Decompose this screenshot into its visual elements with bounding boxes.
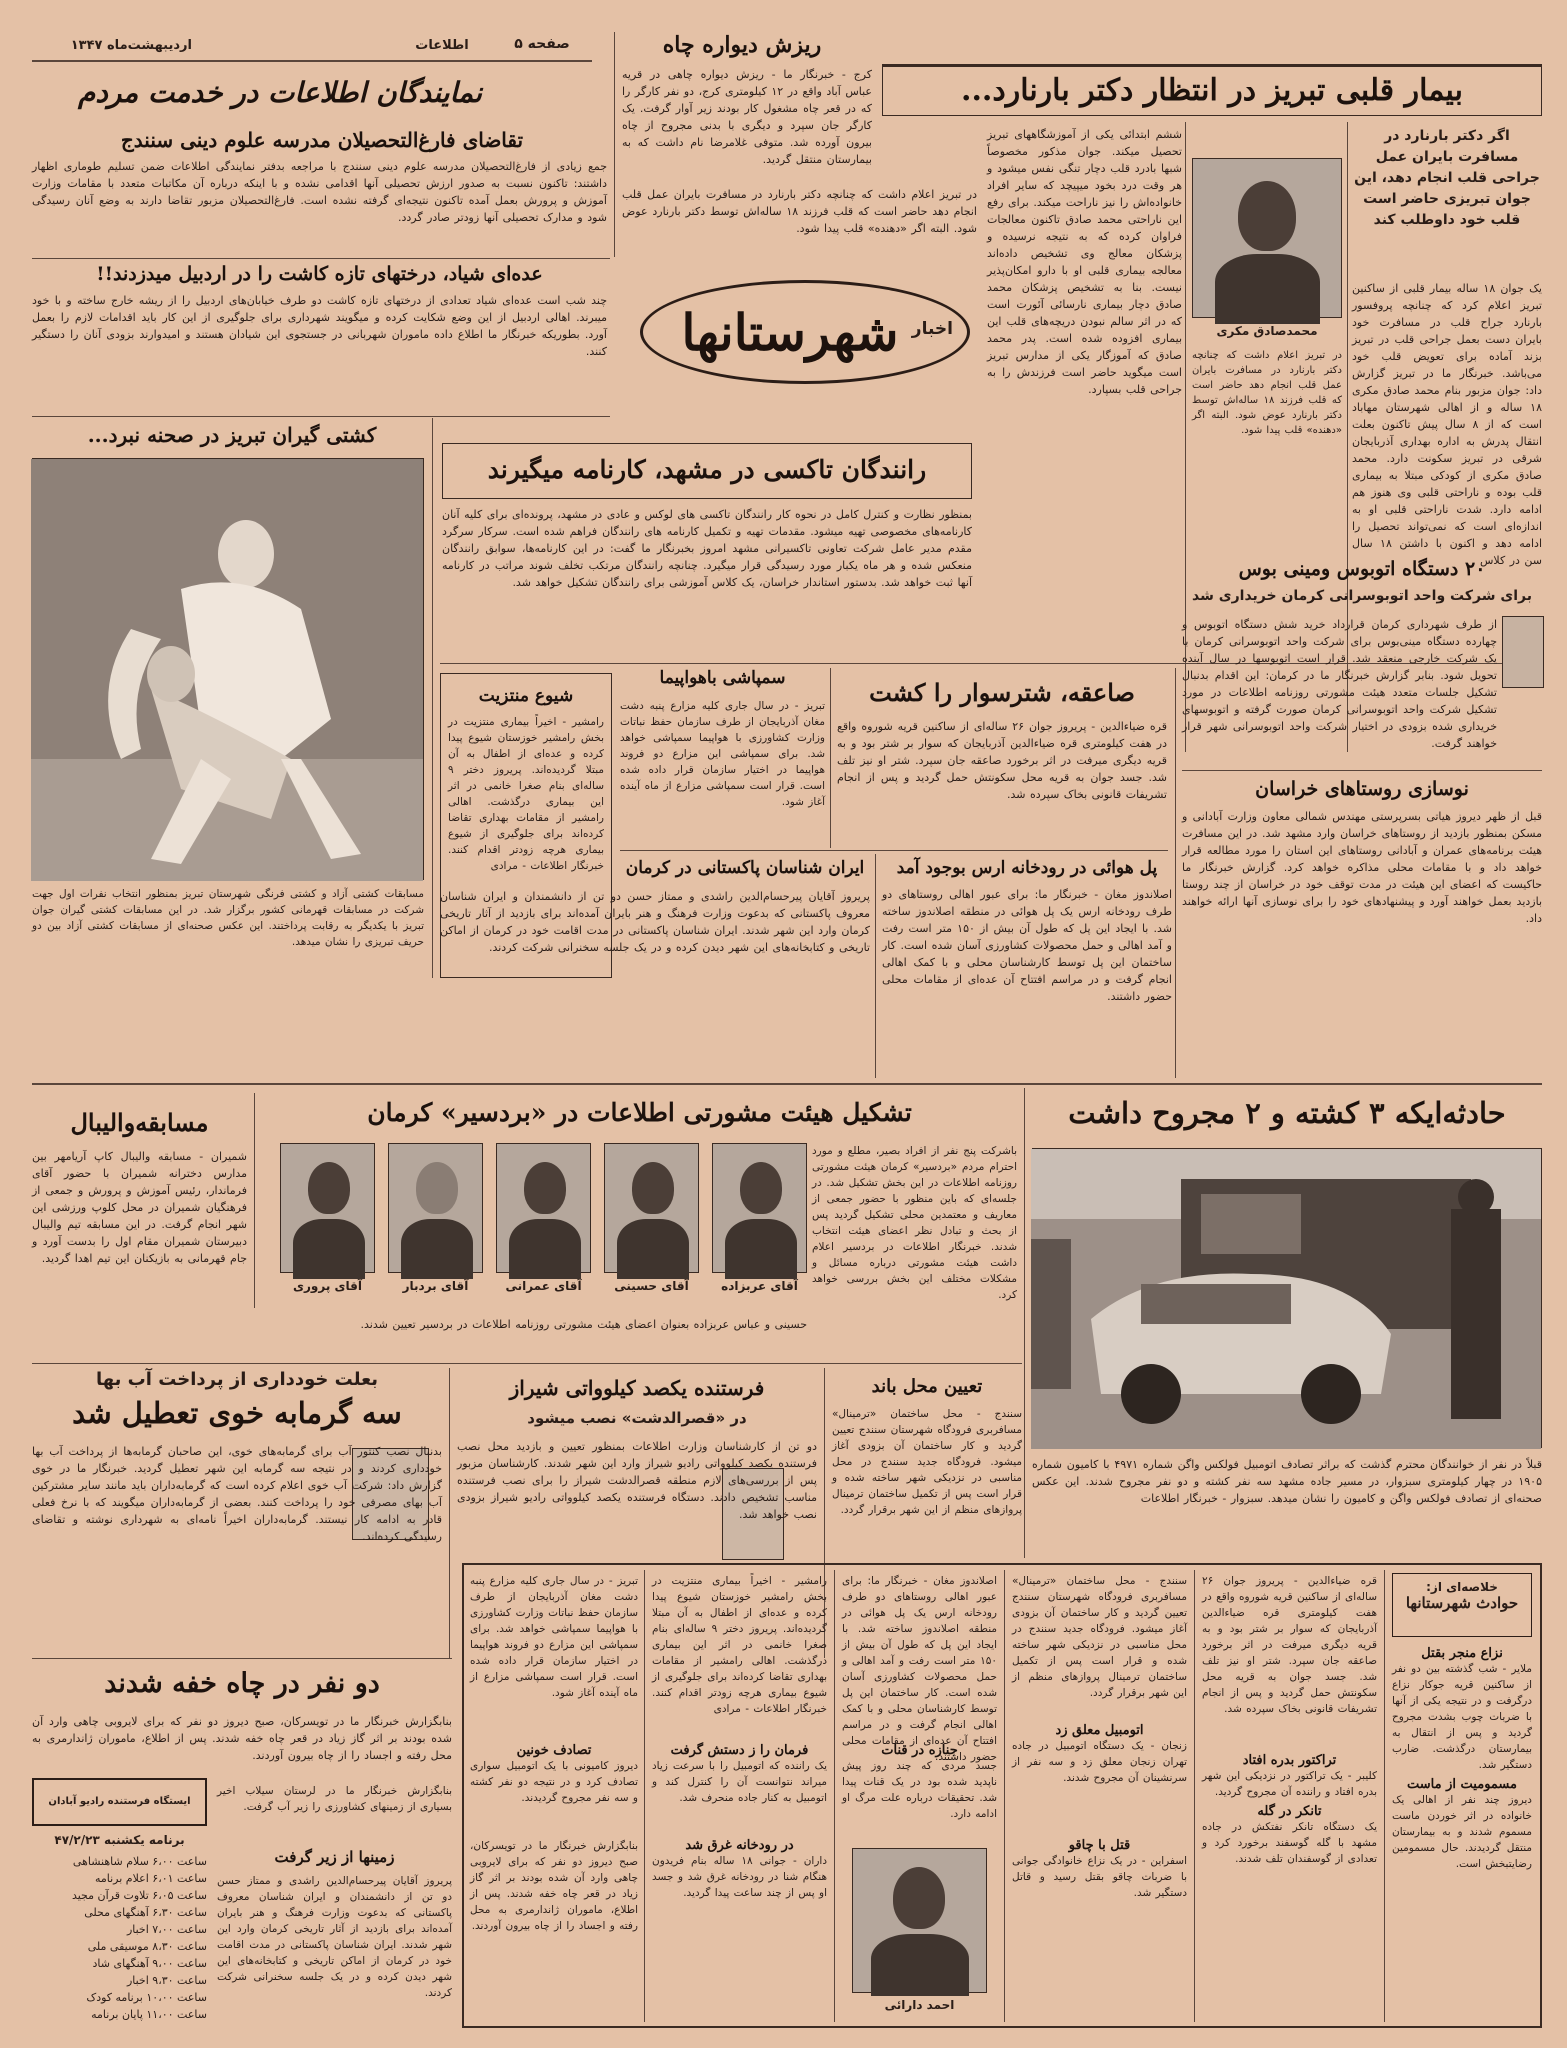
radio-program-list xyxy=(32,1853,207,2023)
summary-item-title: تانکر در گله xyxy=(1257,1804,1322,1819)
tabriz-heart-subhead: اگر دکتر بارنارد در مسافرت بایران عمل جراحی قلب انجام دهد، این جوان تبریزی حاضر است قلب خود داوطلب کند xyxy=(1354,128,1540,228)
radio-program-item: ساعت ۱۱،۰۰ پایان برنامه xyxy=(91,2008,207,2021)
radio-program-item: ساعت ۶،۰۰ سلام شاهنشاهی xyxy=(72,1855,207,1868)
well-collapse-headline: ریزش دیواره چاه xyxy=(662,32,822,58)
provinces-logo-small: اخبار xyxy=(911,319,953,339)
summary-item-body: بنابگزارش خبرنگار ما در تویسرکان، صبح دیروز دو نفر که برای لایروبی چاهی وارد آن شده بودند بر اثر گاز زیاد در قعر چاه خفه شدند. پس از اطلاع، ماموران ژاندارمری به محل رفته و اجساد را از چاه بیرون آوردند. xyxy=(470,1840,638,1932)
accident-body: قبلاً در نفر از خوانندگان محترم گذشت که براثر تصادف اتومبیل فولکس واگن شماره ۴۹۷۱ با کامیون شماره ۱۹۰۵ در چهار کیلومتری سبزوار، در مسیر جاده مشهد سه نفر کشته و دو نفر مجروح شدند. این عکس صحنه‌ای از تصادف فولکس واگن و کامیون را نشان میدهد. سبزوار - خبرنگار اطلاعات xyxy=(1032,1458,1543,1505)
volleyball-body: شمیران - مسابقه والیبال کاپ آریامهر بین مدارس دخترانه شمیران با حضور آقای فرماندار، رئیس آموزش و پرورش و جمعی از فرهنگیان شمیران در محل کلوپ ورزشی این شهر انجام گرفت. در این مسابقه تیم والیبال دبیرستان شمیران مقام اول را بدست آورد و جام قهرمانی به بازیکنان این تیم اهدا گردید. xyxy=(32,1150,247,1265)
ardabil-headline: عده‌ای شیاد، درختهای تازه کاشت را در اردبیل میدزدند!! xyxy=(96,263,543,285)
summary-title-big: حوادث شهرستانها xyxy=(1405,1594,1519,1612)
tabriz-patient-caption: محمدصادق مکری xyxy=(1216,324,1318,338)
buses-headline: ۲۰ دستگاه اتوبوس ومینی بوس xyxy=(1238,558,1486,580)
radio-program-item: ساعت ۷،۰۰ اخبار xyxy=(126,1923,207,1936)
summary-item-title: تصادف خونین xyxy=(516,1743,592,1758)
mashhad-taxi-headline: رانندگان تاکسی در مشهد، کارنامه میگیرند xyxy=(487,455,927,484)
summary-item-body: سنندج - محل ساختمان «ترمینال» مسافربری فرودگاه شهرستان سنندج تعیین گردید و کار ساختمان آن بزودی آغاز میشود. فرودگاه جدید سنندج در محل مناسبی در نزدیکی شهر ساخته شده و قرار است پس از تکمیل ساختمان ترمینال پروازهای منظم از این شهر برقرار گردد. xyxy=(1012,1575,1187,1699)
pesticide-body: تبریز - در سال جاری کلیه مزارع پنبه دشت مغان آذربایجان از طرف سازمان حفظ نباتات وزارت کشاورزی با هواپیما سمپاشی خواهد شد. برای سمپاشی این مزارع دو فروند هواپیما در اختیار سازمان قرار داده شده است. قرار است سمپاشی مزارع از ماه آینده آغاز شود. xyxy=(620,700,825,808)
provinces-news-logo xyxy=(640,280,970,384)
summary-col-3 xyxy=(1012,1573,1187,2023)
summary-item-title: تراکتور بدره افتاد xyxy=(1242,1753,1337,1768)
summary-item-body: رامشیر - اخیراً بیماری منتزیت در بخش رامشیر خوزستان شیوع پیدا کرده و عده‌ای از اطفال به آن مبتلا گردیده‌اند. پریروز دختر ۹ ساله‌ای بنام صغرا خانمی در اثر این بیماری درگذشت. اهالی رامشیر از مقامات بهداری تقاضا کرده‌اند برای جلوگیری از شیوع بیماری هرچه زودتر اقدام کنند. خبرنگار اطلاعات - مرادی xyxy=(652,1575,827,1715)
tabriz-heart-col2: ششم ابتدائی یکی از آموزشگاههای تبریز تحصیل میکند. جوان مذکور مخصوصاً شبها بادرد قلب دچار تنگی نفس میشود و هر وقت درد بخود میپیچد که سایر افراد خانواده‌اش را نیز ناراحت میکند. برای رفع این ناراحتی محمد صادق تاکنون معالجات فراوان کرده که به نتیجه نرسیده و پزشکان معالج وی تشخیص داده‌اند معالجه بیماری قلبی او با دارو امکان‌پذیر نیست. بنا به تشخیص پزشکان محمد صادق دچار بیماری نارسائی آئورت است که در اثر سالم نبودن دریچه‌های قلب این بیماری افزوده شده است. پدر محمد صادق که آموزگار یکی از مدارس تبریز است میگوید حاضر است فرزندش را به جراحی قلب بسپارد. xyxy=(987,128,1182,396)
drowned-youth-photo xyxy=(852,1848,987,1993)
summary-item-body: کلیبر - یک تراکتور در نزدیکی این شهر بدره افتاد و راننده آن مجروح گردید. xyxy=(1202,1770,1377,1798)
radio-program-item: ساعت ۸،۳۰ موسیقی ملی xyxy=(87,1940,207,1953)
wrestling-caption: مسابقات کشتی آزاد و کشتی فرنگی شهرستان تبریز بمنظور انتخاب نفرات اول جهت شرکت در مسابقات قهرمانی کشور برگزار شد. در این مسابقات کشتی گیران جوان تبریز با یکدیگر به رقابت پرداختند. این عکس صحنه‌ای از مسابقات کشتی آزاد بین دو حریف تبریزی را نشان میدهد. xyxy=(32,888,424,948)
kerman-council-body2: حسینی و عباس عربزاده بعنوان اعضای هیئت مشورتی روزنامه اطلاعات در بردسیر تعیین شدند. xyxy=(360,1318,807,1331)
well-two-body: بنابگزارش خبرنگار ما در تویسرکان، صبح دیروز دو نفر که برای لایروبی چاهی وارد آن شده بودند بر اثر گاز زیاد در قعر چاه خفه شدند. پس از اطلاع، ماموران ژاندارمری به محل رفته و اجساد را از چاه بیرون آوردند. xyxy=(32,1715,452,1762)
ardabil-body: چند شب است عده‌ای شیاد تعدادی از درختهای تازه کاشت دو طرف خیابان‌های اردبیل را از ریشه خارج ساخته و با خود میبرند. اهالی اردبیل از این وضع شکایت کرده و میگویند شهرداری برای جلوگیری از این کار باید اقدامات لازم را بعمل آورد. بطوریکه خبرنگار ما اطلاع داده ماموران شهربانی در جستجوی این شیادان هستند و امیدوارند بزودی آنان را دستگیر کنند. xyxy=(32,294,607,358)
portrait-2 xyxy=(604,1143,699,1273)
member-caption-3: آقای عمرانی xyxy=(505,1279,582,1293)
summary-item-title: جنازه در قنات xyxy=(881,1743,958,1758)
portrait-4 xyxy=(388,1143,483,1273)
section-title: نمایندگان اطلاعات در خدمت مردم xyxy=(78,76,482,109)
iranologists-body: پریروز آقایان پیرحسام‌الدین راشدی و ممتاز حسن دو تن از دانشمندان و ایران شناسان معروف پاکستانی که بدعوت وزارت فرهنگ و هنر بایران آمده‌اند برای بازدید از آثار تاریخی کرمان وارد این شهر شدند. ایران شناسان پاکستانی در مدت اقامت خود در کرمان از اماکن تاریخی و کتابخانه‌های این شهر دیدن کرده و در یک جلسه سخنرانی شرکت کردند. xyxy=(440,890,870,954)
radio-program-title: برنامه یکشنبه ۴۷/۲/۲۳ xyxy=(54,1833,185,1847)
meningitis-body: رامشیر - اخیراً بیماری منتزیت در بخش رامشیر خوزستان شیوع پیدا کرده و عده‌ای از اطفال به آن مبتلا گردیده‌اند. پریروز دختر ۹ ساله‌ای بنام صغرا خانمی در اثر این بیماری درگذشت. اهالی رامشیر از مقامات بهداری تقاضا کرده‌اند برای جلوگیری از شیوع بیماری هرچه زودتر اقدام کنند. خبرنگار اطلاعات - مرادی xyxy=(448,716,604,872)
member-caption-5: آقای پروری xyxy=(293,1279,362,1293)
radio-logo xyxy=(32,1778,207,1826)
wrestling-headline: کشتی گیران تبریز در صحنه نبرد... xyxy=(87,423,377,447)
summary-item-body: تبریز - در سال جاری کلیه مزارع پنبه دشت مغان آذربایجان از طرف سازمان حفظ نباتات وزارت کشاورزی با هواپیما سمپاشی خواهد شد. برای سمپاشی این مزارع دو فروند هواپیما در اختیار سازمان قرار داده شده است. قرار است سمپاشی مزارع از ماه آینده آغاز شود. xyxy=(470,1575,638,1699)
radio-program-item: ساعت ۶،۰۱ اعلام برنامه xyxy=(94,1872,207,1885)
summary-item-title: در رودخانه غرق شد xyxy=(685,1838,794,1853)
mashhad-taxi-body: بمنظور نظارت و کنترل کامل در نحوه کار رانندگان تاکسی های لوکس و عادی در مشهد، پرونده‌ای برای کلیه آنان کارنامه‌های مخصوصی تهیه میشود. مقدمات تهیه و تکمیل کارنامه های رانندگان فراهم شده است. سرکار سرگرد مقدم مدیر عامل شرکت تعاونی تاکسیرانی مشهد امروز بخبرنگار ما گفت: در این کارنامه‌ها، سوابق رانندگان منعکس شده و هر ماه یکبار مورد رسیدگی قرار میگیرد. چنانچه رانندگان مرتکب تخلف شوند مراتب در کارنامه آنها ثبت خواهد شد. بدستور استاندار خراسان، یک کلاس آموزشی برای رانندگان تشکیل خواهد شد. xyxy=(442,508,972,589)
summary-item-body: قره ضیاءالدین - پریروز جوان ۲۶ ساله‌ای از ساکنین قریه شوروه واقع در هفت کیلومتری قره ضیاءالدین آذربایجان که سوار بر شتر بود و به قریه دیگری میرفت در اثر برخورد صاعقه جان سپرد. شتر او نیز تلف شد. جسد جوان به قریه محل سکونتش حمل گردید و پس از انجام تشریفات قانونی بخاک سپرده شد. xyxy=(1202,1575,1377,1715)
newspaper-page xyxy=(22,18,1544,2030)
well-collapse-body: کرج - خبرنگار ما - ریزش دیواره چاهی در قریه عباس آباد واقع در ۱۲ کیلومتری کرج، دو نفر کارگر را که در قعر چاه مشغول کار بودند زیر آوار گرفت. یک کارگر جان سپرد و دیگری با بدنی مجروح از چاه بیرون آورده شد. متوفی غلامرضا نام داشت که به بیمارستان منتقل گردید. xyxy=(622,68,872,166)
bathhouse-body: بدنبال نصب کنتور آب برای گرمابه‌های خوی، این صاحبان گرمابه‌ها از پرداخت آب بها خودداری کردند و در نتیجه سه گرمابه این شهر تعطیل گردید. خبرنگار ما در خوی گزارش داد: شرکت آب خوی اعلام کرده است که گرمابه‌داران باید مانند سایر مشترکین آب بهای مصرفی خود را پرداخت کنند. بعضی از گرمابه‌داران میگویند که با نرخ فعلی قادر به ادامه کار نیستند. گرمابه‌داران اخیراً نامه‌ای به شهرداری نوشته و تقاضای رسیدگی کرده‌اند. xyxy=(32,1445,442,1543)
summary-item-title: قتل با چاقو xyxy=(1068,1838,1131,1853)
shiraz-headline: فرستنده یکصد کیلوواتی شیراز xyxy=(509,1376,765,1400)
accident-photo xyxy=(1032,1148,1542,1448)
page-date: اردیبهشت‌ماه ۱۳۴۷ xyxy=(70,38,192,53)
member-caption-1: آقای عربزاده xyxy=(721,1279,798,1293)
khorasan-body: قبل از ظهر دیروز هیاتی بسرپرستی مهندس شمالی معاون وزارت آبادانی و مسکن بمنظور بازدید از روستاهای خراسان وارد مشهد شد. در این مسافرت هیئت برنامه‌های عمران و آبادانی روستاهای این استان را مورد مطالعه قرار خواهد داد و با مقامات محلی مذاکره خواهد کرد. گزارش خبرنگار ما حاکیست که اعضای این هیئت در مدت توقف خود در خراسان از چند روستا بازدید بعمل خواهند آورد و پیشنهادهای خود را برای نوسازی آنها ارائه خواهند داد. xyxy=(1182,810,1542,925)
summary-item-body: داران - جوانی ۱۸ ساله بنام فریدون هنگام شنا در رودخانه غرق شد و جسد او پس از چند ساعت پیدا گردید. xyxy=(652,1855,827,1899)
summary-col-6 xyxy=(470,1573,638,2023)
provinces-logo-big: شهرستانها xyxy=(681,303,899,362)
portrait-3 xyxy=(496,1143,591,1273)
bridge-headline: پل هوائی در رودخانه ارس بوجود آمد xyxy=(896,858,1158,878)
bridge-body: اصلاندوز مغان - خبرنگار ما: برای عبور اهالی روستاهای دو طرف رودخانه ارس یک پل هوائی در منطقه اصلاندوز ساخته شد. با ایجاد این پل که طول آن بیش از ۱۵۰ متر است رفت و آمد اهالی و حمل محصولات کشاورزی آسان شده است. کار ساختمان این پل توسط کارشناسان محلی و با کمک اهالی انجام گرفت و در مراسم افتتاح آن عده‌ای از مقامات محلی حضور داشتند. xyxy=(882,888,1172,1003)
radio-program-item: ساعت ۶،۳۰ آهنگهای محلی xyxy=(84,1906,207,1919)
mashhad-taxi-headline-box xyxy=(442,443,972,499)
buses-illustration xyxy=(1502,616,1544,688)
location-body: سنندج - محل ساختمان «ترمینال» مسافربری فرودگاه شهرستان سنندج تعیین گردید و کار ساختمان آن بزودی آغاز میشود. فرودگاه جدید سنندج در محل مناسبی در نزدیکی شهر ساخته شده و قرار است پس از تکمیل ساختمان ترمینال پروازهای منظم از این شهر برقرار گردد. xyxy=(832,1408,1022,1516)
member-caption-4: آقای بردبار xyxy=(402,1279,469,1293)
summary-item-body: یک دستگاه تانکر نفتکش در جاده مشهد با گله گوسفند برخورد کرد و تعدادی از گوسفندان تلف شدند. xyxy=(1202,1821,1377,1865)
summary-col-5 xyxy=(652,1573,827,2023)
radio-program-item: ساعت ۱۰،۰۰ برنامه کودک xyxy=(86,1991,207,2004)
accident-illustration xyxy=(1031,1149,1541,1449)
summary-title-box xyxy=(1392,1573,1532,1637)
radio-side-text-2: پریروز آقایان پیرحسام‌الدین راشدی و ممتاز حسن دو تن از دانشمندان و ایران شناسان معروف پاکستانی که بدعوت وزارت فرهنگ و هنر بایران آمده‌اند برای بازدید از آثار تاریخی کرمان وارد این شهر شدند. ایران شناسان پاکستانی در مدت اقامت خود در کرمان از اماکن تاریخی و کتابخانه‌های این شهر دیدن کرده و در یک جلسه سخنرانی شرکت کردند. xyxy=(217,1875,452,1999)
portrait-1 xyxy=(712,1143,807,1273)
pesticide-headline: سمپاشی باهواپیما xyxy=(659,668,786,688)
radio-program-item: ساعت ۹،۳۰ اخبار xyxy=(126,1974,207,1987)
meningitis-headline: شیوع منتزیت xyxy=(478,686,574,706)
summary-item-body: یک راننده که اتومبیل را با سرعت زیاد میراند نتوانست آن را کنترل کند و اتومبیل به کنار جاده منحرف شد. xyxy=(652,1760,827,1804)
tabriz-heart-headline-box xyxy=(882,64,1542,116)
summary-item-body: جسد مردی که چند روز پیش ناپدید شده بود در یک قنات پیدا شد. تحقیقات درباره علت مرگ او ادامه دارد. xyxy=(842,1760,997,1820)
wrestlers-illustration xyxy=(31,459,423,881)
summary-item-body: دیروز کامیونی با یک اتومبیل سواری تصادف کرد و در نتیجه دو نفر کشته و سه نفر مجروح گردیدند. xyxy=(470,1760,638,1804)
bathhouse-pre-headline: بعلت خودداری از پرداخت آب بها xyxy=(96,1369,378,1390)
member-caption-2: آقای حسینی xyxy=(614,1279,689,1293)
radio-side-headline: زمینها از زیر گرفت xyxy=(274,1848,395,1866)
kerman-council-headline: تشکیل هیئت مشورتی اطلاعات در «بردسیر» کرمان xyxy=(367,1098,912,1127)
location-headline: تعیین محل باند xyxy=(871,1376,983,1397)
page-number: صفحه ۵ xyxy=(514,36,570,52)
accident-headline: حادثه‌ایکه ۳ کشته و ۲ مجروح داشت xyxy=(1068,1096,1506,1130)
seminary-headline: تقاضای فارغ‌التحصیلان مدرسه علوم دینی سنندج xyxy=(120,128,524,152)
camel-rider-body: قره ضیاءالدین - پریروز جوان ۲۶ ساله‌ای از ساکنین قریه شوروه واقع در هفت کیلومتری قره ضیاءالدین آذربایجان که سوار بر شتر بود و به قریه دیگری میرفت در اثر برخورد صاعقه جان سپرد. شتر او نیز تلف شد. جسد جوان به قریه محل سکونتش حمل گردید و پس از انجام تشریفات قانونی بخاک سپرده شد. xyxy=(837,720,1167,801)
summary-item-title: فرمان را ز دستش گرفت xyxy=(670,1743,809,1758)
volleyball-headline: مسابقه‌والیبال xyxy=(70,1108,209,1137)
tabriz-patient-photo xyxy=(1192,158,1342,318)
summary-item-body: دیروز چند نفر از اهالی یک خانواده در اثر خوردن ماست مسموم شدند و به بیمارستان منتقل گردیدند. حال مسمومین رضایتبخش است. xyxy=(1392,1794,1532,1870)
shiraz-subhead: در «قصرالدشت» نصب میشود xyxy=(527,1409,747,1427)
bathhouse-headline: سه گرمابه خوی تعطیل شد xyxy=(72,1396,402,1430)
tabriz-heart-headline: بیمار قلبی تبریز در انتظار دکتر بارنارد... xyxy=(961,73,1463,108)
radio-program-item: ساعت ۹،۰۰ آهنگهای شاد xyxy=(92,1957,207,1970)
summary-item-title: اتومبیل معلق زد xyxy=(1055,1723,1144,1738)
wrestling-photo xyxy=(32,458,424,880)
portrait-5 xyxy=(280,1143,375,1273)
buses-subhead: برای شرکت واحد اتوبوسرانی کرمان خریداری شد xyxy=(1192,588,1532,604)
drowned-youth-caption: احمد دارائی xyxy=(884,1998,955,2012)
summary-col-1 xyxy=(1392,1646,1532,2022)
shiraz-body: دو تن از کارشناسان وزارت اطلاعات بمنظور تعیین و بازدید محل نصب فرستنده یکصد کیلوواتی رادیو شیراز وارد این شهر شدند. کارشناسان مزبور پس از بررسی‌های لازم منطقه قصرالدشت شیراز را برای نصب فرستنده مناسب تشخیص دادند. دستگاه فرستنده یکصد کیلوواتی رادیو شیراز بزودی نصب خواهد شد. xyxy=(457,1440,817,1521)
tabriz-heart-col1: یک جوان ۱۸ ساله بیمار قلبی از ساکنین تبریز اعلام کرد که چنانچه پروفسور بارنارد جراح قلب در مسافرت خود بایران دست بعمل جراحی قلب در تبریز بزند آماده برای تعویض قلب خود می‌باشد. خبرنگار ما در تبریز گزارش داد: جوان مزبور بنام محمد صادق مکری ۱۸ ساله و از اهالی شهرستان مهاباد است که از ۸ سال پیش تاکنون بعلت انتقال پدرش به اداره بهداری آذربایجان شرقی در تبریز سکونت دارد. محمد صادق مکری از کودکی مبتلا به بیماری قلب بوده و ناراحتی قلبی وی هنوز هم ادامه دارد. شدت ناراحتی قلبی او به اندازه‌ای است که نمی‌تواند تحصیل را ادامه دهد و اکنون با داشتن ۱۸ سال سن در کلاس xyxy=(1352,282,1542,567)
summary-item-body: ملایر - شب گذشته بین دو نفر از ساکنین قریه جوکار نزاع درگرفت و در نتیجه یکی از آنها با ضربات چوب بشدت مجروح گردید و پس از انتقال به بیمارستان درگذشت. ضارب دستگیر شد. xyxy=(1392,1663,1532,1771)
radio-program-item: ساعت ۶،۰۵ تلاوت قرآن مجید xyxy=(71,1889,207,1902)
buses-body: از طرف شهرداری کرمان قرارداد خرید شش دستگاه اتوبوس و چهارده دستگاه مینی‌بوس برای شرکت واحد اتوبوسرانی کرمان با یک شرکت خارجی منعقد شد. قرار است اتوبوسها در سال آینده تحویل شود. بنابر گزارش خبرنگار ما در کرمان: این اقدام بدنبال تشکیل جلسات متعدد هیئت مشورتی روزنامه اطلاعات در مورد تشکیل شرکت واحد اتوبوسرانی کرمان صورت گرفته و اتوبوسهای خریداری شده بزودی در اختیار شرکت واحد اتوبوسرانی شهر قرار خواهند گرفت. xyxy=(1182,618,1497,750)
summary-item-body: زنجان - یک دستگاه اتومبیل در جاده تهران زنجان معلق زد و سه نفر از سرنشینان آن مجروح شدند. xyxy=(1012,1740,1187,1784)
kerman-council-body: باشرکت پنج نفر از افراد بصیر، مطلع و مورد احترام مردم «بردسیر» کرمان هیئت مشورتی روزنامه اطلاعات در این بخش تشکیل شد. در جلسه‌ای که باین منظور با حضور جمعی از معاریف و معتمدین محلی تشکیل گردید پس از بحث و تبادل نظر اعضای هیئت انتخاب شدند. خبرنگار اطلاعات در بردسیر اعلام داشت هیئت مشورتی درباره مسائل و مشکلات مختلف این بخش بررسی خواهد کرد. xyxy=(812,1145,1017,1301)
council-portraits xyxy=(262,1143,807,1313)
camel-rider-headline: صاعقه، شترسوار را کشت xyxy=(869,678,1135,707)
khorasan-headline: نوسازی روستاهای خراسان xyxy=(1255,778,1469,800)
summary-col-2 xyxy=(1202,1573,1377,2023)
paper-name: اطلاعات xyxy=(415,38,469,53)
well-collapse-body2: در تبریز اعلام داشت که چنانچه دکتر بارنارد در مسافرت بایران عمل قلب انجام دهد حاضر است که قلب فرزند ۱۸ ساله‌اش توسط دکتر بارنارد عوض شود. البته اگر «دهنده» قلب پیدا شود. xyxy=(622,188,977,235)
summary-item-body: اسفراین - در یک نزاع خانوادگی جوانی با ضربات چاقو بقتل رسید و قاتل دستگیر شد. xyxy=(1012,1855,1187,1899)
radio-logo-text: ایستگاه فرستنده رادیو آبادان xyxy=(48,1796,191,1807)
summary-item-title: مسمومیت از ماست xyxy=(1407,1777,1517,1792)
summary-title-small: خلاصه‌ای از: xyxy=(1426,1580,1498,1594)
well-two-headline: دو نفر در چاه خفه شدند xyxy=(104,1668,380,1699)
iranologists-headline: ایران شناسان پاکستانی در کرمان xyxy=(625,858,865,878)
summary-item-body: اصلاندوز مغان - خبرنگار ما: برای عبور اهالی روستاهای دو طرف رودخانه ارس یک پل هوائی در منطقه اصلاندوز ساخته شد. با ایجاد این پل که طول آن بیش از ۱۵۰ متر است رفت و آمد اهالی و حمل محصولات کشاورزی آسان شده است. کار ساختمان این پل توسط کارشناسان محلی و با کمک اهالی انجام گرفت و در مراسم افتتاح آن عده‌ای از مقامات محلی حضور داشتند. xyxy=(842,1575,997,1763)
radio-side-text: بنابگزارش خبرنگار ما در لرستان سیلاب اخیر بسیاری از زمینهای کشاورزی را زیر آب گرفت. xyxy=(217,1785,452,1813)
seminary-body: جمع زیادی از فارغ‌التحصیلان مدرسه علوم دینی سنندج با مراجعه بدفتر نمایندگی اطلاعات ضمن تسلیم طوماری اظهار داشتند: تاکنون نسبت به صدور ارزش تحصیلی آنها اقدامی نشده و با اینکه درباره آن مکاتبات متعدد با مقامات وزارت آموزش و پرورش بعمل آمده تاکنون نتیجه‌ای گرفته نشده است. فارغ‌التحصیلان مزبور تقاضا دارند به وضع آنان رسیدگی شود و مدارک تحصیلی آنها زودتر صادر گردد. xyxy=(32,160,607,224)
summary-item-title: نزاع منجر بقتل xyxy=(1421,1646,1503,1661)
tabriz-heart-col2-lower: در تبریز اعلام داشت که چنانچه دکتر بارنارد در مسافرت بایران عمل قلب انجام دهد حاضر است که قلب فرزند ۱۸ ساله‌اش توسط دکتر بارنارد عوض شود. البته اگر «دهنده» قلب پیدا شود. xyxy=(1192,350,1342,436)
